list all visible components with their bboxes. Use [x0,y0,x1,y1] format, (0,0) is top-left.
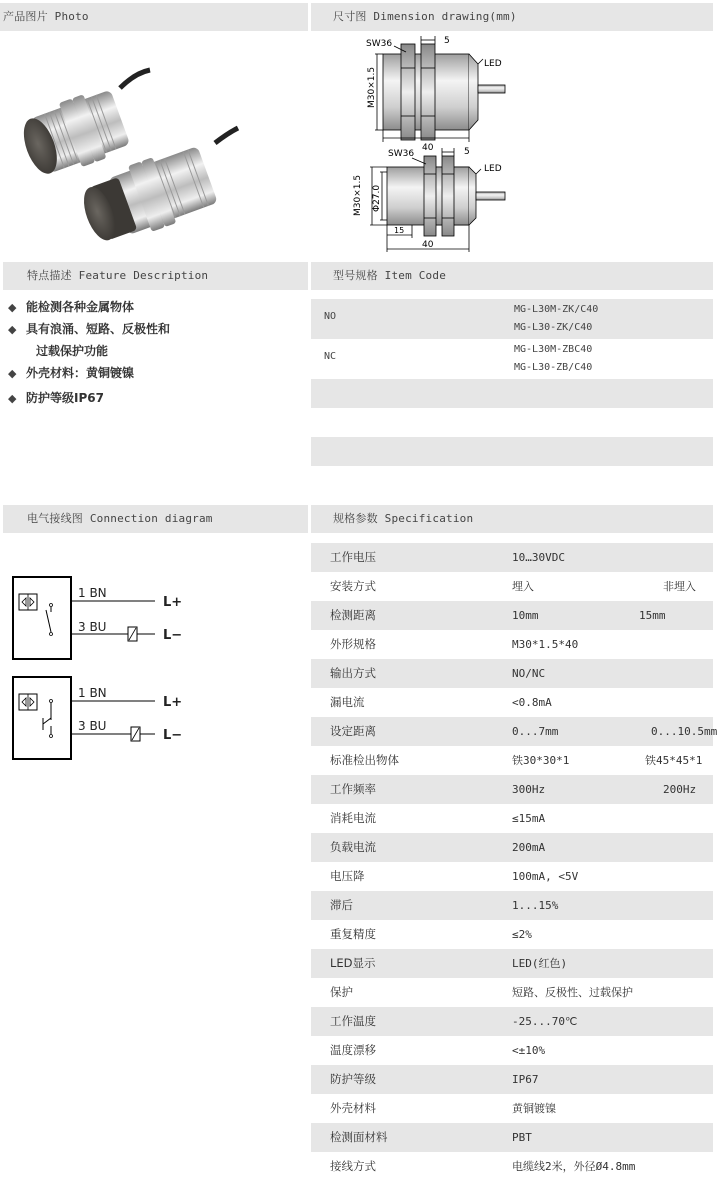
connection-header [3,505,308,533]
spec-row [311,833,713,862]
spec-value: 10…30VDC [512,551,565,564]
spec-row [311,978,713,1007]
spec-value: 黄铜镀镍 [512,1102,556,1115]
spec-row [311,543,713,572]
dim-bottom-sw-label: SW36 [388,149,415,159]
spec-label: 标准检出物体 [330,753,399,767]
feature-text: 能检测各种金属物体 [26,300,135,314]
spec-value: ≤2% [512,928,532,941]
item-code-empty-row [311,379,713,408]
item-code-type: NC [324,351,337,362]
dim-top-length-label: 40 [422,143,434,153]
spec-row [311,688,713,717]
dimension-header [311,3,713,31]
conn-top-minus: L− [163,628,183,643]
spec-label: 外壳材料 [330,1101,376,1115]
feature-text: 具有浪涌、短路、反极性和 [26,322,171,336]
dim-bottom-dia-label: Φ27.0 [372,184,382,212]
spec-row [311,659,713,688]
dimension-drawing [350,32,520,257]
spec-label: 设定距离 [330,724,376,738]
spec-value: PBT [512,1131,532,1144]
item-code-row [311,299,713,339]
spec-row [311,572,713,601]
conn-top-wire3: 3 BU [78,620,107,634]
dim-bottom-led-label: LED [484,164,502,174]
spec-label: 电压降 [330,869,365,883]
feature-header [3,262,308,290]
spec-value: 0...7mm [512,725,559,738]
feature-header-label: 特点描述 Feature Description [27,269,209,282]
spec-label: 外形规格 [330,637,376,651]
spec-value: 埋入 [512,580,534,593]
item-code-header [311,262,713,290]
spec-value: 300Hz [512,783,546,796]
spec-value: 短路、反极性、过载保护 [512,986,633,999]
spec-label: 漏电流 [330,695,365,709]
spec-row [311,891,713,920]
spec-value: NO/NC [512,667,546,680]
conn-bottom-minus: L− [163,728,183,743]
feature-item [8,298,134,315]
feature-item [8,364,134,381]
spec-value: 10mm [512,609,539,622]
feature-text: 防护等级IP67 [26,391,104,405]
conn-bottom-wire3: 3 BU [78,719,107,733]
spec-value-alt: 非埋入 [663,580,696,593]
item-code-empty-row [311,437,713,466]
product-photo [0,48,300,248]
spec-label: 安装方式 [330,579,376,593]
conn-bottom-wire1: 1 BN [78,686,107,700]
spec-label: 输出方式 [330,666,376,680]
spec-label: 工作频率 [330,782,376,796]
photo-header-label: 产品图片 Photo [3,10,89,23]
spec-label: 工作电压 [330,550,376,564]
item-code-header-label: 型号规格 Item Code [333,269,447,282]
spec-value: 1...15% [512,899,559,912]
spec-row [311,920,713,949]
dimension-header-label: 尺寸图 Dimension drawing(mm) [333,10,517,23]
spec-label: 接线方式 [330,1159,376,1173]
spec-label: 温度漂移 [330,1043,376,1057]
spec-label: LED显示 [330,956,376,970]
spec-row [311,775,713,804]
dim-top-nut-label: 5 [444,36,450,46]
spec-row [311,717,718,746]
dim-bottom-length-label: 40 [422,240,434,250]
spec-label: 保护 [330,985,353,999]
spec-label: 检测面材料 [330,1130,388,1144]
photo-header [0,3,308,31]
spec-value-alt: 铁45*45*1 [645,754,703,767]
feature-item [36,342,108,359]
spec-header-label: 规格参数 Specification [333,512,474,525]
spec-row [311,746,713,775]
spec-header [311,505,713,533]
spec-row [311,804,713,833]
spec-value-alt: 200Hz [663,783,697,796]
spec-value: -25...70℃ [512,1015,578,1028]
spec-row [311,1123,713,1152]
spec-row [311,1094,713,1123]
feature-item [8,389,104,406]
diamond-bullet-icon: ◆ [8,367,17,380]
item-code-value: MG-L30M-ZBC40 [514,344,593,355]
connection-diagram [0,570,200,765]
spec-label: 负载电流 [330,840,376,854]
spec-value-alt: 15mm [639,609,666,622]
spec-value: LED(红色) [512,957,568,970]
feature-text: 过载保护功能 [36,344,109,358]
dim-top-sw-label: SW36 [366,39,393,49]
spec-row [311,862,713,891]
spec-value: <±10% [512,1044,546,1057]
spec-value: 电缆线2米，外径Ø4.8mm [512,1160,636,1173]
conn-bottom-plus: L+ [163,695,183,710]
spec-value: ≤15mA [512,812,546,825]
dim-bottom-face-label: 15 [394,226,405,235]
dim-top-led-label: LED [484,59,502,69]
diamond-bullet-icon: ◆ [8,392,17,405]
spec-label: 重复精度 [330,927,376,941]
spec-row [311,1065,713,1094]
diamond-bullet-icon: ◆ [8,301,17,314]
dim-bottom-nut-label: 5 [464,147,470,157]
spec-label: 消耗电流 [330,811,376,825]
spec-value: IP67 [512,1073,539,1086]
item-code-value: MG-L30M-ZK/C40 [514,304,599,315]
spec-label: 防护等级 [330,1072,376,1086]
spec-row [311,1152,713,1181]
item-code-value: MG-L30-ZK/C40 [514,322,593,333]
spec-value: 铁30*30*1 [512,754,570,767]
diamond-bullet-icon: ◆ [8,323,17,336]
spec-value: 100mA, <5V [512,870,579,883]
spec-value: <0.8mA [512,696,552,709]
spec-label: 工作温度 [330,1014,376,1028]
feature-text: 外壳材料：黄铜镀镍 [26,366,135,380]
spec-row [311,949,713,978]
feature-item [8,320,170,337]
spec-label: 滞后 [330,898,353,912]
item-code-type: NO [324,311,337,322]
conn-top-plus: L+ [163,595,183,610]
dim-bottom-thread-label: M30×1.5 [353,174,363,216]
dim-top-thread-label: M30×1.5 [367,66,377,108]
spec-row [311,1007,713,1036]
spec-row [311,601,713,630]
spec-row [311,630,713,659]
spec-label: 检测距离 [330,608,376,622]
spec-value: M30*1.5*40 [512,638,579,651]
spec-value: 200mA [512,841,546,854]
connection-header-label: 电气接线图 Connection diagram [27,512,213,525]
spec-row [311,1036,713,1065]
item-code-value: MG-L30-ZB/C40 [514,362,593,373]
item-code-row [311,339,713,379]
conn-top-wire1: 1 BN [78,586,107,600]
spec-value-alt: 0...10.5mm [651,725,718,738]
